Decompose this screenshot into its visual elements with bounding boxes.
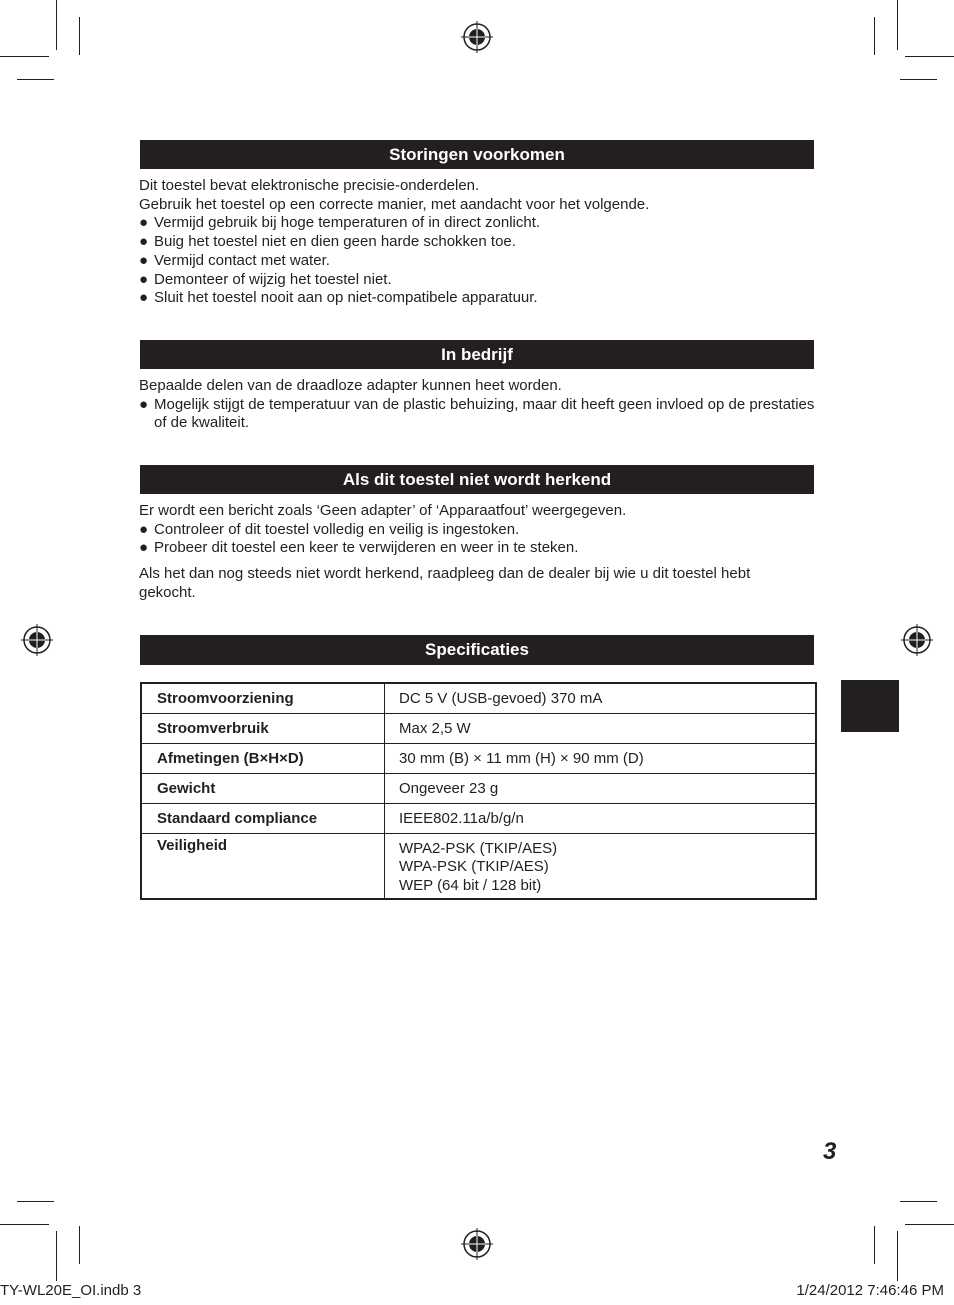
crop-mark-icon [17, 79, 54, 80]
registration-mark-icon [461, 21, 493, 53]
section-heading-in-bedrijf: In bedrijf [140, 340, 814, 369]
bullet-icon: ● [139, 214, 149, 232]
section-heading-storingen: Storingen voorkomen [140, 140, 814, 169]
language-tab [841, 680, 899, 732]
bullet-icon: ● [139, 251, 149, 269]
list-item: ● Sluit het toestel nooit aan op niet-compatibele apparatuur. [139, 289, 538, 307]
table-row [141, 743, 816, 773]
spec-value-line: WEP (64 bit / 128 bit) [399, 876, 542, 894]
spec-value-line: WPA-PSK (TKIP/AES) [399, 858, 549, 875]
crop-mark-icon [897, 0, 898, 50]
paragraph: Gebruik het toestel op een correcte manier, met aandacht voor het volgende. [139, 195, 650, 213]
spec-value: Max 2,5 W [385, 713, 817, 743]
crop-mark-icon [874, 1226, 875, 1264]
crop-mark-icon [17, 1201, 54, 1202]
crop-mark-icon [874, 17, 875, 55]
page-number: 3 [823, 1138, 837, 1165]
crop-mark-icon [905, 1224, 954, 1225]
list-item: ● Demonteer of wijzig het toestel niet. [139, 270, 392, 288]
bullet-icon: ● [139, 520, 149, 538]
list-item: ● Vermijd gebruik bij hoge temperaturen of in direct zonlicht. [139, 214, 541, 232]
crop-mark-icon [905, 56, 954, 57]
spec-label: Gewicht [141, 773, 385, 803]
crop-mark-icon [900, 79, 937, 80]
spec-label: Stroomverbruik [141, 713, 385, 743]
section-body-niet-herkend [139, 502, 819, 603]
list-item: ● Probeer dit toestel een keer te verwijderen en weer in te steken. [139, 539, 579, 557]
spec-value: 30 mm (B) × 11 mm (H) × 90 mm (D) [385, 743, 817, 773]
bullet-icon: ● [139, 539, 149, 557]
table-row [141, 833, 816, 899]
section-heading-specificaties: Specificaties [140, 635, 814, 665]
crop-mark-icon [79, 17, 80, 55]
registration-mark-icon [21, 624, 53, 656]
registration-mark-icon [901, 624, 933, 656]
section-heading-niet-herkend: Als dit toestel niet wordt herkend [140, 465, 814, 494]
list-item: ● Controleer of dit toestel volledig en veilig is ingestoken. [139, 520, 520, 538]
paragraph: Als het dan nog steeds niet wordt herkend, raadpleeg dan de dealer bij wie u dit toestel hebt gekocht. [139, 565, 751, 601]
crop-mark-icon [56, 0, 57, 50]
crop-mark-icon [79, 1226, 80, 1264]
paragraph: Bepaalde delen van de draadloze adapter kunnen heet worden. [139, 377, 562, 394]
footer-datetime: 1/24/2012 7:46:46 PM [796, 1282, 944, 1299]
bullet-icon: ● [139, 233, 149, 251]
spec-label: Afmetingen (B×H×D) [141, 743, 385, 773]
bullet-icon: ● [139, 289, 149, 307]
bullet-icon: ● [139, 270, 149, 288]
table-row [141, 803, 816, 833]
crop-mark-icon [900, 1201, 937, 1202]
paragraph: Dit toestel bevat elektronische precisie-onderdelen. [139, 177, 480, 194]
registration-mark-icon [461, 1228, 493, 1260]
table-row [141, 683, 816, 713]
crop-mark-icon [897, 1231, 898, 1281]
spec-value: IEEE802.11a/b/g/n [385, 803, 817, 833]
table-row [141, 713, 816, 743]
footer-file-slug: TY-WL20E_OI.indb 3 [0, 1282, 142, 1299]
table-row [141, 773, 816, 803]
spec-value: DC 5 V (USB-gevoed) 370 mA [385, 683, 817, 713]
bullet-icon: ● [139, 395, 149, 413]
crop-mark-icon [0, 1224, 49, 1225]
section-body-in-bedrijf [139, 377, 819, 433]
crop-mark-icon [56, 1231, 57, 1281]
section-body-storingen [139, 177, 819, 308]
spec-label: Stroomvoorziening [141, 683, 385, 713]
spec-value: Ongeveer 23 g [385, 773, 817, 803]
spec-value [385, 833, 817, 899]
spec-label: Veiligheid [141, 833, 385, 899]
spec-table [140, 682, 817, 900]
list-item: ● Mogelijk stijgt de temperatuur van de plastic behuizing, maar dit heeft geen invloed op de prestaties of de kwaliteit. [139, 395, 815, 432]
paragraph: Er wordt een bericht zoals ‘Geen adapter’ of ‘Apparaatfout’ weergegeven. [139, 502, 627, 519]
spec-value-line: WPA2-PSK (TKIP/AES) [399, 839, 558, 857]
crop-mark-icon [0, 56, 49, 57]
spec-label: Standaard compliance [141, 803, 385, 833]
list-item: ● Vermijd contact met water. [139, 251, 330, 269]
list-item: ● Buig het toestel niet en dien geen harde schokken toe. [139, 233, 516, 251]
